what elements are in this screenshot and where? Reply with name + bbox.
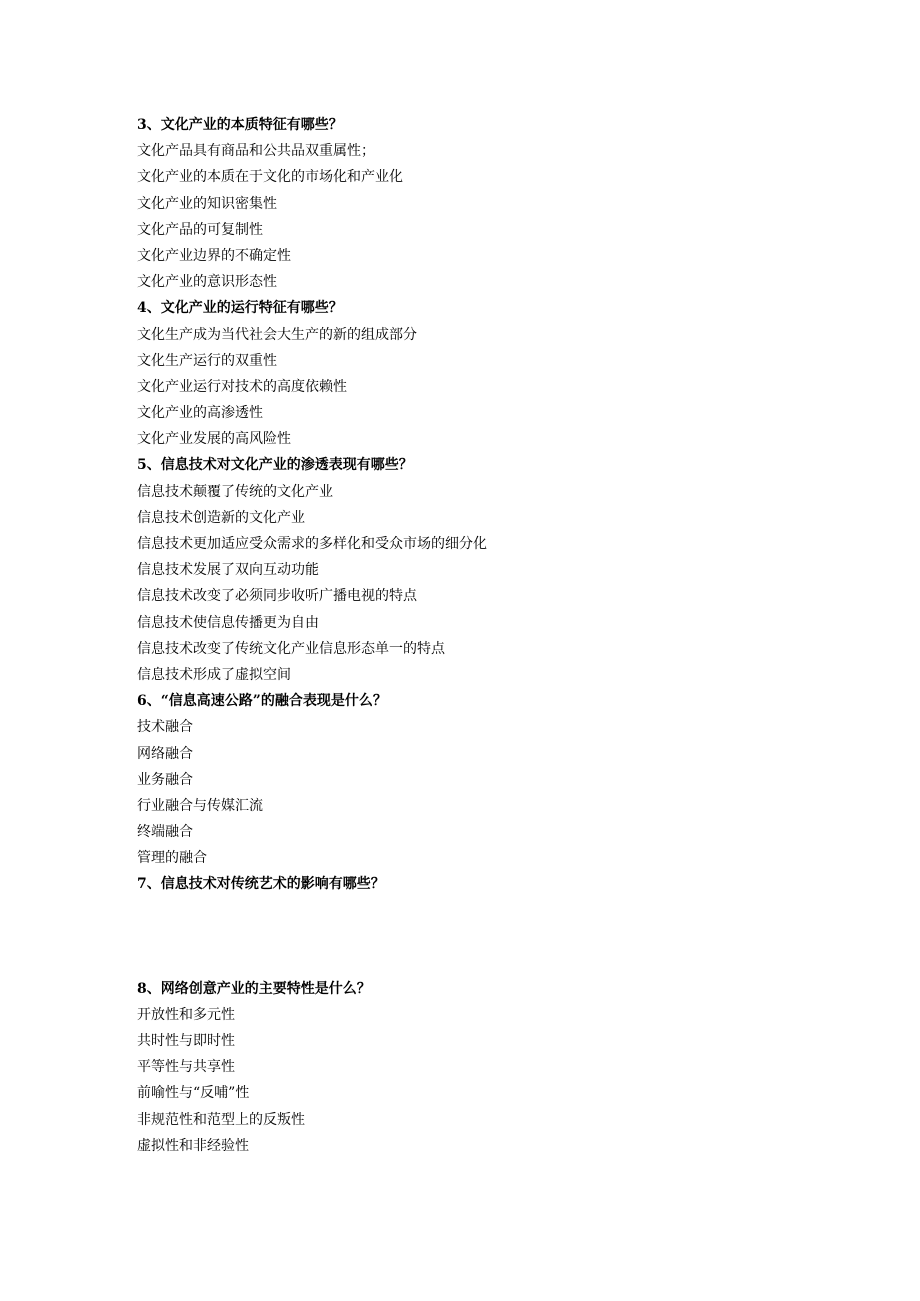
answer-item: 管理的融合 <box>137 850 207 867</box>
question-heading: 5、信息技术对文化产业的渗透表现有哪些？ <box>137 457 413 474</box>
answer-item: 信息技术形成了虚拟空间 <box>137 666 291 683</box>
section-3 <box>137 112 837 295</box>
answer-item: 网络融合 <box>137 745 193 762</box>
question-heading: 7、信息技术对传统艺术的影响有哪些？ <box>137 876 385 893</box>
answer-item: 信息技术更加适应受众需求的多样化和受众市场的细分化 <box>137 536 487 552</box>
answer-item: 信息技术发展了双向互动功能 <box>137 562 319 579</box>
blank-space <box>137 898 837 976</box>
answer-item: 非规范性和范型上的反叛性 <box>137 1111 305 1128</box>
answer-item: 信息技术改变了传统文化产业信息形态单一的特点 <box>137 640 445 657</box>
answer-item: 文化产业发展的高风险性 <box>137 431 291 448</box>
answer-item: 终端融合 <box>137 824 193 841</box>
answer-item: 信息技术改变了必须同步收听广播电视的特点 <box>137 588 417 605</box>
answer-item: 文化生产成为当代社会大生产的新的组成部分 <box>137 326 417 343</box>
answer-item: 文化产品的可复制性 <box>137 221 263 238</box>
answer-item: 虚拟性和非经验性 <box>137 1137 249 1154</box>
answer-item: 业务融合 <box>137 771 193 788</box>
answer-item: 开放性和多元性 <box>137 1006 235 1023</box>
answer-item: 文化产业的知识密集性 <box>137 195 277 212</box>
answer-item: 平等性与共享性 <box>137 1059 235 1076</box>
answer-item: 文化产业的高渗透性 <box>137 405 263 422</box>
document-page <box>137 112 837 1159</box>
question-heading: 3、文化产业的本质特征有哪些？ <box>137 117 343 133</box>
answer-item: 文化产业运行对技术的高度依赖性 <box>137 378 347 395</box>
answer-item: 文化产业边界的不确定性 <box>137 247 291 264</box>
question-heading: 8、网络创意产业的主要特性是什么？ <box>137 980 371 997</box>
answer-item: 文化生产运行的双重性 <box>137 352 277 369</box>
section-5 <box>137 452 837 688</box>
section-8 <box>137 976 837 1159</box>
answer-item: 文化产品具有商品和公共品双重属性； <box>137 143 375 160</box>
section-4 <box>137 295 837 452</box>
answer-item: 信息技术使信息传播更为自由 <box>137 614 319 631</box>
answer-item: 文化产业的本质在于文化的市场化和产业化 <box>137 169 403 186</box>
question-heading: 6、“信息高速公路”的融合表现是什么？ <box>137 693 387 710</box>
answer-item: 行业融合与传媒汇流 <box>137 797 263 814</box>
section-7 <box>137 871 837 975</box>
answer-item: 信息技术颠覆了传统的文化产业 <box>137 483 333 500</box>
answer-item: 共时性与即时性 <box>137 1033 235 1049</box>
answer-item: 文化产业的意识形态性 <box>137 274 277 291</box>
question-heading: 4、文化产业的运行特征有哪些？ <box>137 300 343 317</box>
answer-item: 前喻性与“反哺”性 <box>137 1085 250 1102</box>
answer-item: 信息技术创造新的文化产业 <box>137 509 305 526</box>
section-6 <box>137 688 837 871</box>
answer-item: 技术融合 <box>137 719 193 736</box>
